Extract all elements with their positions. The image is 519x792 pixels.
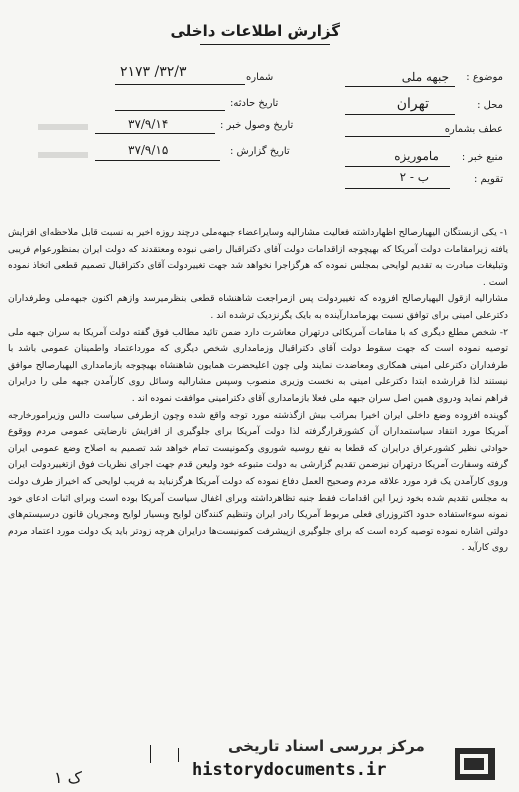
number-label: شماره xyxy=(246,72,274,83)
subject-underline xyxy=(345,86,455,87)
number-underline xyxy=(115,84,245,85)
signature-stroke-2 xyxy=(178,748,179,762)
place-label: محل : xyxy=(477,100,503,111)
watermark-url: historydocuments.ir xyxy=(192,760,387,780)
handwritten-note: ک ۱ xyxy=(54,768,82,787)
event-date-underline xyxy=(115,110,225,111)
received-date-underline xyxy=(95,133,215,134)
paragraph-1: ۱- یکی ازبستگان الیهیارصالح اظهارداشته فعالیت مشارالیه وسایراعضاء جبهه‌ملی درچند روزه اخیر به نسبت قابل ملاحظه‌ای افزایش یافته زیرامقامات دولت آمریکا که بهیچوجه ازاقدامات دولت آقای دکتراقبال راضی نبوده ومعتقد‌ند که دولت ایران بمنظورعوام فریبی وتبلیغات مبادرت به تقدیم لوایحی بمجلس نموده که هرگزاجرا نخواهد شد جهت تغییردولت آقای دکتراقبال تصمیم قطعی اتخاذ نموده است . xyxy=(8,227,508,288)
paragraph-2: مشارالیه ازقول الیهیارصالح افزوده که تغییردولت پس ازمراجعت شاهنشاه قطعی بنظرمیرسد وازهم اکنون جبهه‌ملی وطرفداران دکترعلی امینی برای توافق نسبت بهزمامدارآینده به بایک یگرنزدیک ترشده اند . xyxy=(8,293,508,321)
reference-underline xyxy=(345,136,450,137)
title-underline xyxy=(200,44,330,45)
evaluation-value: ب - ۲ xyxy=(399,170,429,184)
document-title: گزارش اطلاعات داخلی xyxy=(170,22,340,40)
source-value: ماموریزه xyxy=(394,149,439,163)
signature-stroke xyxy=(150,745,151,763)
source-underline xyxy=(345,166,450,167)
event-date-label: تاریخ حادثه: xyxy=(230,98,279,109)
place-underline xyxy=(345,114,455,115)
paragraph-4: گوینده افزوده وضع داخلی ایران اخیرا بمراتب بیش ازگذشته مورد توجه واقع شده وچون ازطرفی سیاست دالس وزیرامورخارجه آمریکا مورد انتقاد سیاستمداران آن کشورقرارگرفته لذا دولت آمریکا برای جلوگیری از افزایش نارضایتی عمومی مردم ووقوع حوادثی نظیر کشورعراق درایران که قطعا به نفع روسیه شوروی وکمونیست تمام خواهد شد تصمیم به اصلاح وضع عمومی ایران گرفته وسفارت آمریکا درتهران نیزضمن تقدیم گزارشی به دولت متبوعه خود ولیعن قدم جهت اجرای نظریات فوق ازتغییردولت ایران وروی کارآمدن یک فرد مورد علاقه مردم وصحیح العمل دفاع نموده که دولت آمریکا هرگزنباید به فریب لوایحی که اخیراز طرف دولت به مجلس تقدیم شده بخود زیرا این اقدامات فقط جنبه تظاهرداشته وبرای اغفال سیاست آمریکا بوده است وبرای اثبات ادعای خود نمونه سوءاستفاده حدود اکثروزرای فعلی مربوط آمریکا رادر ایران وتنظیم کنندگان لوایح وبسیار لوایح ومجریان قانون درسیستم‌های دولتی اشاره نموده توصیه کرده است که برای جلوگیری ازپیشرفت کمونیست‌ها درایران هرچه زودتر باید یک دولت مورد اعتماد مردم روی کارآید . xyxy=(8,409,508,554)
received-date-value: ۳۷/۹/۱۴ xyxy=(128,117,169,131)
watermark-text: مرکز بررسی اسناد تاریخی xyxy=(228,737,425,755)
report-date-label: تاریخ گزارش : xyxy=(230,146,290,157)
subject-value: جبهه ملی xyxy=(401,70,449,84)
redaction-mark-2 xyxy=(38,152,88,158)
place-value: تهران xyxy=(396,96,429,112)
number-value: ۳۲/۳/ ۲۱۷۳ xyxy=(120,64,187,80)
report-body xyxy=(8,225,508,557)
paragraph-3: ۲- شخص مطلع دیگری که با مقامات آمریکائی درتهران معاشرت دارد ضمن تائید مطالب فوق گفته دولت آمریکا به سران جبهه ملی توصیه نموده است که جهت سقوط دولت آقای دکتراقبال وزمامداری شخص دیگری که مورداعتماد واطمینان عمومی باشد با طرفداران دکترعلی امینی همکاری ومعاضدت نمایند ولی چون اعلیحضرت همایون شاهنشاه بهیچوجه بازمامداری الیهیارصالح موافق نیستند لذا قرارشده ابتدا دکترعلی امینی به نخست وزیری منصوب وسپس مشارالیه وسائل روی کارآمدن جبهه ملی را درایران فراهم نماید ودروی همین اصل سران جبهه ملی فعلا بازمامداری آقای دکترامینی موافقت نموده اند . xyxy=(8,326,508,404)
report-date-value: ۳۷/۹/۱۵ xyxy=(128,143,169,157)
reference-label: عطف بشماره xyxy=(444,124,503,135)
report-date-underline xyxy=(95,160,220,161)
source-label: منبع خبر : xyxy=(461,152,503,163)
evaluation-underline xyxy=(345,188,450,189)
redaction-mark xyxy=(38,124,88,130)
evaluation-label: تقویم : xyxy=(474,174,503,185)
received-date-label: تاریخ وصول خبر : xyxy=(220,120,294,131)
subject-label: موضوع : xyxy=(466,72,503,83)
archive-logo-icon xyxy=(400,744,500,784)
